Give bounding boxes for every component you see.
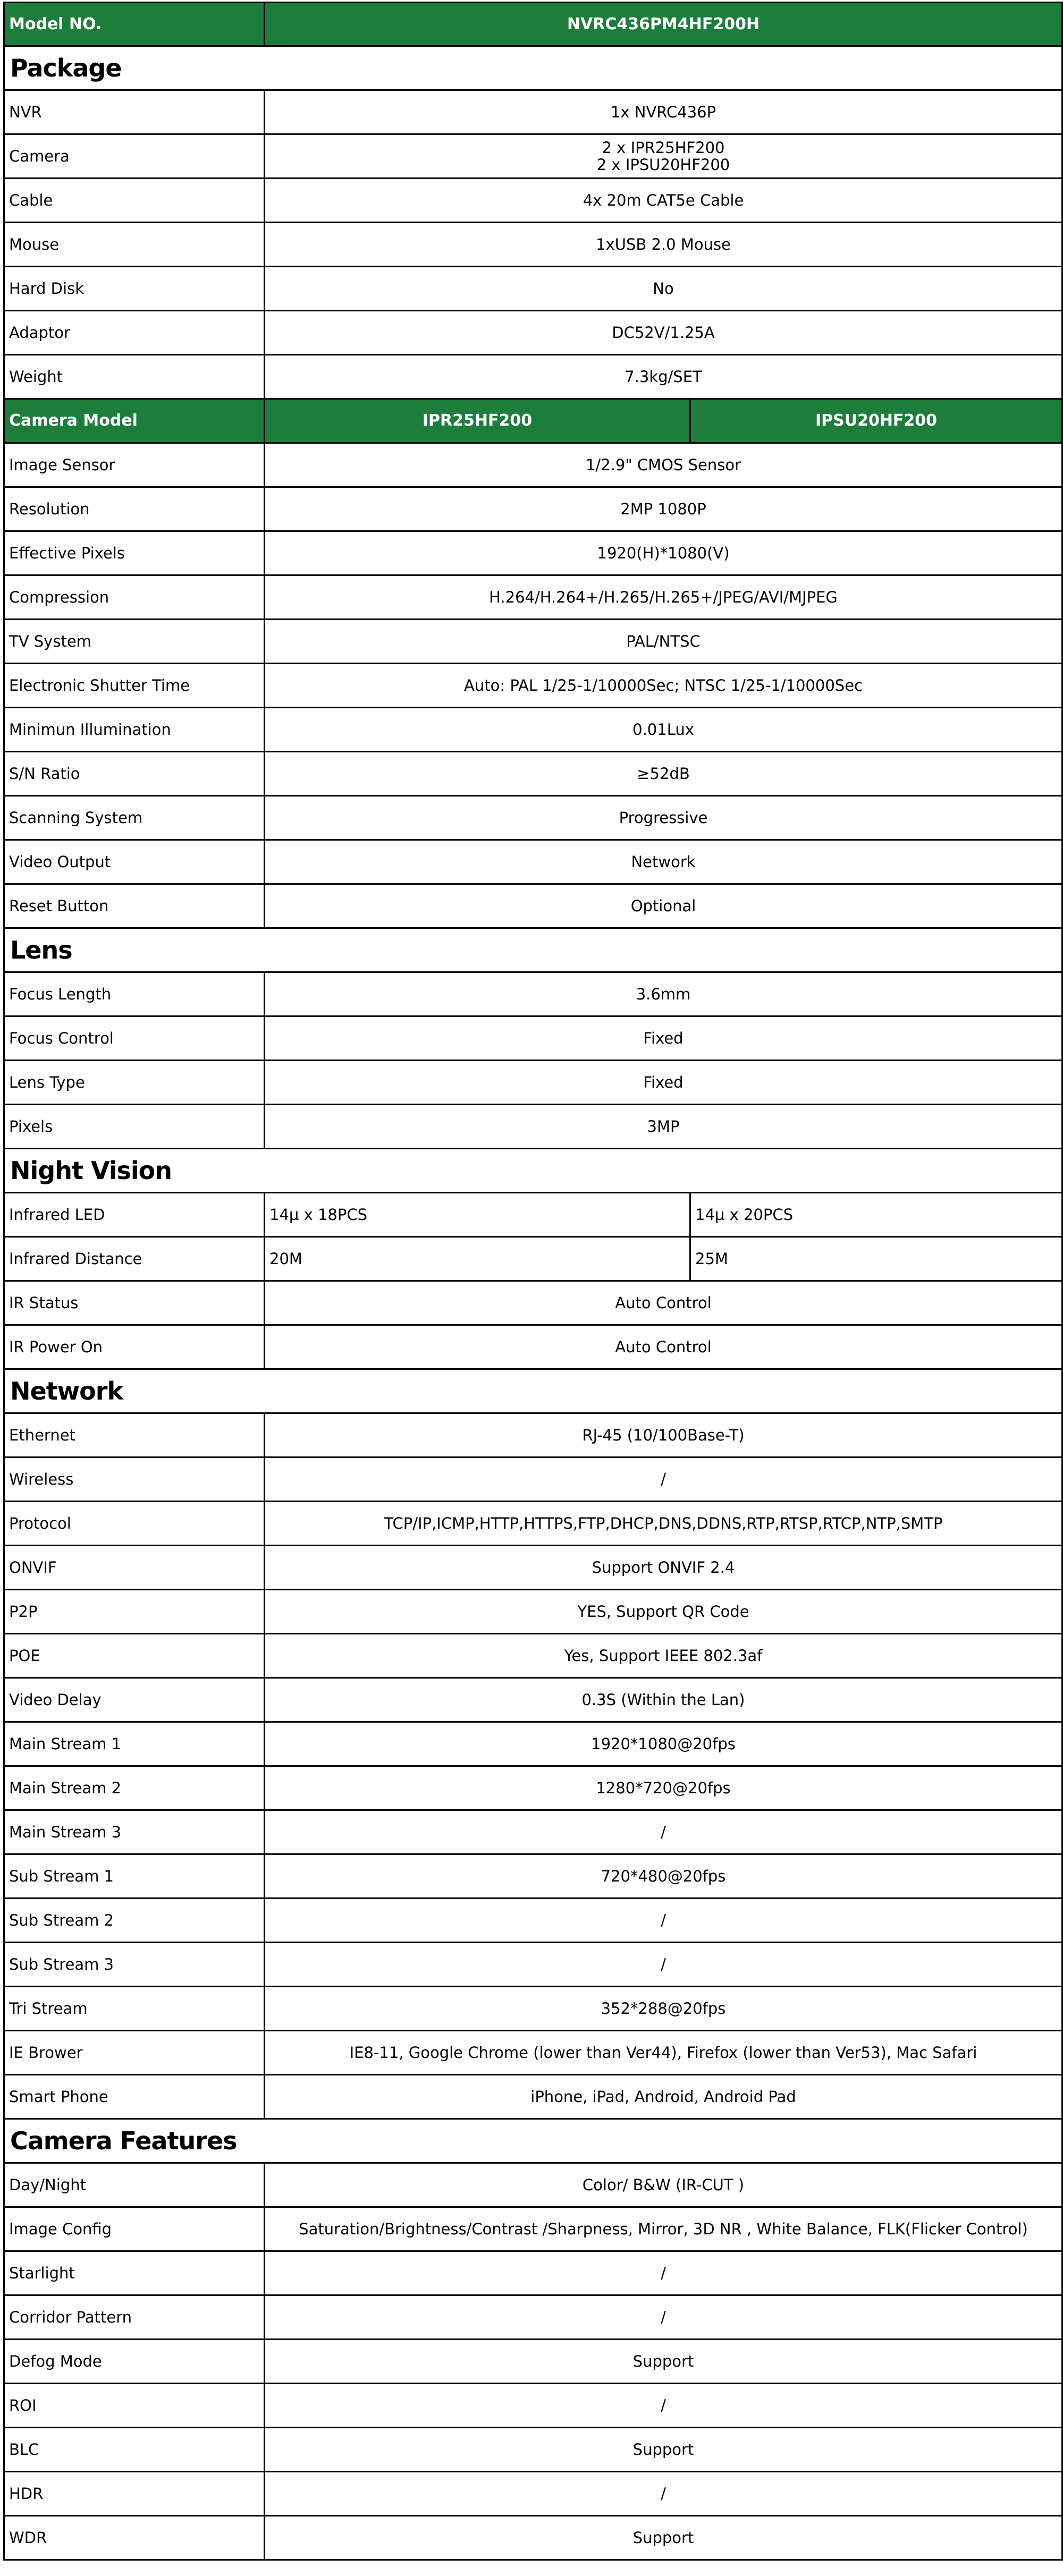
spec-value: Color/ B&W (IR-CUT ) (265, 2163, 1062, 2207)
spec-label: Sub Stream 3 (4, 1943, 265, 1987)
spec-label: Compression (4, 575, 265, 620)
camera-model-2: IPSU20HF200 (690, 399, 1062, 443)
spec-label: Tri Stream (4, 1987, 265, 2031)
spec-label: Video Delay (4, 1678, 265, 1722)
camera-spec-rows (4, 443, 1062, 928)
spec-row-cable (4, 179, 1062, 223)
spec-value: 0.3S (Within the Lan) (265, 1678, 1062, 1722)
spec-row-protocol (4, 1502, 1062, 1546)
spec-value: Fixed (265, 1061, 1062, 1105)
spec-label: HDR (4, 2472, 265, 2516)
spec-value (265, 134, 1062, 179)
spec-label: S/N Ratio (4, 752, 265, 796)
spec-value: 2MP 1080P (265, 487, 1062, 531)
section-night-vision (4, 1149, 1062, 1193)
section-title-network: Network (4, 1369, 1062, 1413)
spec-value: 1x NVRC436P (265, 90, 1062, 134)
spec-value: / (265, 2295, 1062, 2340)
spec-label: ONVIF (4, 1546, 265, 1590)
spec-label: Scanning System (4, 796, 265, 840)
spec-value: Support (265, 2428, 1062, 2472)
spec-label: Minimun Illumination (4, 708, 265, 752)
spec-value: 1xUSB 2.0 Mouse (265, 223, 1062, 267)
spec-label: Effective Pixels (4, 531, 265, 575)
spec-label: Sub Stream 2 (4, 1899, 265, 1943)
spec-table-main (3, 2, 1063, 1017)
spec-value: 3MP (265, 1105, 1062, 1149)
spec-value: Saturation/Brightness/Contrast /Sharpness, Mirror, 3D NR , White Balance, FLK(Flicker Control) (265, 2207, 1062, 2251)
spec-row-sub-stream-3 (4, 1943, 1062, 1987)
spec-row-starlight (4, 2251, 1062, 2295)
spec-value: Auto Control (265, 1325, 1062, 1369)
spec-label: Mouse (4, 223, 265, 267)
spec-row-electronic-shutter-time (4, 664, 1062, 708)
spec-label: Hard Disk (4, 267, 265, 311)
camera-model-1: IPR25HF200 (265, 399, 690, 443)
spec-row-ie-brower (4, 2031, 1062, 2075)
spec-row-nvr (4, 90, 1062, 134)
spec-row-wdr (4, 2516, 1062, 2560)
spec-value: Optional (265, 884, 1062, 928)
spec-row-pixels (4, 1105, 1062, 1149)
spec-label: Smart Phone (4, 2075, 265, 2119)
spec-row-main-stream-2 (4, 1766, 1062, 1810)
spec-row-focus-length (4, 972, 1062, 1016)
spec-row-compression (4, 575, 1062, 620)
spec-row-scanning-system (4, 796, 1062, 840)
spec-row-hdr (4, 2472, 1062, 2516)
spec-row-roi (4, 2384, 1062, 2428)
spec-row-image-sensor (4, 443, 1062, 487)
spec-value: Fixed (265, 1016, 1062, 1061)
spec-value-model-1: 20M (265, 1237, 690, 1281)
section-lens (4, 928, 1062, 972)
spec-label: Ethernet (4, 1413, 265, 1458)
spec-label: IR Status (4, 1281, 265, 1325)
spec-row-resolution (4, 487, 1062, 531)
spec-row-p2p (4, 1590, 1062, 1634)
section-package (4, 46, 1062, 90)
spec-row-focus-control (4, 1016, 1062, 1061)
spec-label: Image Config (4, 2207, 265, 2251)
spec-value: / (265, 2251, 1062, 2295)
spec-value: 352*288@20fps (265, 1987, 1062, 2031)
lens-rows-continued (4, 1016, 1062, 1149)
model-number-label: Model NO. (4, 3, 265, 46)
spec-label: Resolution (4, 487, 265, 531)
spec-value: / (265, 1899, 1062, 1943)
spec-value: 1/2.9" CMOS Sensor (265, 443, 1062, 487)
spec-label: Main Stream 3 (4, 1810, 265, 1854)
spec-row-ethernet (4, 1413, 1062, 1458)
spec-value: / (265, 2384, 1062, 2428)
spec-value: 1280*720@20fps (265, 1766, 1062, 1810)
spec-label: Reset Button (4, 884, 265, 928)
spec-value: / (265, 1810, 1062, 1854)
spec-label: NVR (4, 90, 265, 134)
spec-row-ir-status (4, 1281, 1062, 1325)
spec-label: Wireless (4, 1458, 265, 1502)
section-network (4, 1369, 1062, 1413)
spec-value: DC52V/1.25A (265, 311, 1062, 355)
spec-label: Video Output (4, 840, 265, 884)
spec-row-adaptor (4, 311, 1062, 355)
spec-label: Weight (4, 355, 265, 399)
spec-label: BLC (4, 2428, 265, 2472)
spec-label: Starlight (4, 2251, 265, 2295)
spec-value: IE8-11, Google Chrome (lower than Ver44), Firefox (lower than Ver53), Mac Safari (265, 2031, 1062, 2075)
section-title-package: Package (4, 46, 1062, 90)
section-title-night-vision: Night Vision (4, 1149, 1062, 1193)
camera-model-label: Camera Model (4, 399, 265, 443)
spec-table-continued (3, 1015, 1063, 2561)
spec-row-smart-phone (4, 2075, 1062, 2119)
spec-value: H.264/H.264+/H.265/H.265+/JPEG/AVI/MJPEG (265, 575, 1062, 620)
spec-value: Auto: PAL 1/25-1/10000Sec; NTSC 1/25-1/10000Sec (265, 664, 1062, 708)
spec-value: 3.6mm (265, 972, 1062, 1016)
spec-row-sub-stream-2 (4, 1899, 1062, 1943)
spec-row-camera (4, 134, 1062, 179)
package-rows (4, 90, 1062, 399)
spec-row-mouse (4, 223, 1062, 267)
spec-row-weight (4, 355, 1062, 399)
spec-row-video-delay (4, 1678, 1062, 1722)
spec-value: Support ONVIF 2.4 (265, 1546, 1062, 1590)
spec-label: Adaptor (4, 311, 265, 355)
spec-row-sub-stream-1 (4, 1854, 1062, 1899)
spec-row-infrared-distance (4, 1237, 1062, 1281)
spec-label: Defog Mode (4, 2340, 265, 2384)
spec-row-defog-mode (4, 2340, 1062, 2384)
spec-row-reset-button (4, 884, 1062, 928)
camera-feature-rows (4, 2163, 1062, 2560)
spec-row-s-n-ratio (4, 752, 1062, 796)
section-title-camera-features: Camera Features (4, 2119, 1062, 2163)
spec-value: 1920(H)*1080(V) (265, 531, 1062, 575)
night-vision-rows (4, 1281, 1062, 1369)
spec-label: Lens Type (4, 1061, 265, 1105)
spec-label: Electronic Shutter Time (4, 664, 265, 708)
spec-value: No (265, 267, 1062, 311)
spec-row-video-output (4, 840, 1062, 884)
spec-value: TCP/IP,ICMP,HTTP,HTTPS,FTP,DHCP,DNS,DDNS,RTP,RTSP,RTCP,NTP,SMTP (265, 1502, 1062, 1546)
night-vision-split-rows (4, 1193, 1062, 1281)
network-rows (4, 1413, 1062, 2119)
spec-label: Main Stream 2 (4, 1766, 265, 1810)
spec-value: Progressive (265, 796, 1062, 840)
spec-row-minimun-illumination (4, 708, 1062, 752)
section-title-lens: Lens (4, 928, 1062, 972)
spec-value: YES, Support QR Code (265, 1590, 1062, 1634)
spec-label: ROI (4, 2384, 265, 2428)
spec-row-image-config (4, 2207, 1062, 2251)
spec-row-corridor-pattern (4, 2295, 1062, 2340)
spec-label: Day/Night (4, 2163, 265, 2207)
lens-rows (4, 972, 1062, 1016)
spec-label: IE Brower (4, 2031, 265, 2075)
spec-label: Corridor Pattern (4, 2295, 265, 2340)
spec-value: RJ-45 (10/100Base-T) (265, 1413, 1062, 1458)
spec-label: Camera (4, 134, 265, 179)
spec-row-infrared-led (4, 1193, 1062, 1237)
spec-row-lens-type (4, 1061, 1062, 1105)
spec-row-onvif (4, 1546, 1062, 1590)
spec-label: Pixels (4, 1105, 265, 1149)
spec-value: iPhone, iPad, Android, Android Pad (265, 2075, 1062, 2119)
spec-value: Yes, Support IEEE 802.3af (265, 1634, 1062, 1678)
spec-value-line: 2 x IPR25HF200 (602, 139, 725, 157)
spec-label: Focus Length (4, 972, 265, 1016)
spec-label: IR Power On (4, 1325, 265, 1369)
spec-label: Infrared Distance (4, 1237, 265, 1281)
spec-row-ir-power-on (4, 1325, 1062, 1369)
spec-row-wireless (4, 1458, 1062, 1502)
spec-label: Sub Stream 1 (4, 1854, 265, 1899)
spec-row-hard-disk (4, 267, 1062, 311)
spec-value-line: 2 x IPSU20HF200 (596, 156, 730, 174)
spec-row-main-stream-3 (4, 1810, 1062, 1854)
spec-value: 720*480@20fps (265, 1854, 1062, 1899)
spec-row-blc (4, 2428, 1062, 2472)
spec-value: 7.3kg/SET (265, 355, 1062, 399)
spec-value: Network (265, 840, 1062, 884)
spec-label: Protocol (4, 1502, 265, 1546)
spec-row-tri-stream (4, 1987, 1062, 2031)
section-camera-features (4, 2119, 1062, 2163)
spec-row-tv-system (4, 620, 1062, 664)
spec-value: / (265, 2472, 1062, 2516)
model-number-row (4, 3, 1062, 46)
spec-value: PAL/NTSC (265, 620, 1062, 664)
spec-value-model-2: 25M (690, 1237, 1062, 1281)
camera-model-row (4, 399, 1062, 443)
spec-label: TV System (4, 620, 265, 664)
spec-label: Image Sensor (4, 443, 265, 487)
spec-label: Focus Control (4, 1016, 265, 1061)
spec-value-model-2: 14µ x 20PCS (690, 1193, 1062, 1237)
spec-value: Auto Control (265, 1281, 1062, 1325)
spec-row-main-stream-1 (4, 1722, 1062, 1766)
spec-value: / (265, 1458, 1062, 1502)
spec-value-model-1: 14µ x 18PCS (265, 1193, 690, 1237)
spec-label: POE (4, 1634, 265, 1678)
spec-value: Support (265, 2516, 1062, 2560)
spec-row-effective-pixels (4, 531, 1062, 575)
spec-label: Main Stream 1 (4, 1722, 265, 1766)
spec-value: 4x 20m CAT5e Cable (265, 179, 1062, 223)
spec-label: WDR (4, 2516, 265, 2560)
spec-value: ≥52dB (265, 752, 1062, 796)
spec-label: Cable (4, 179, 265, 223)
spec-value: 1920*1080@20fps (265, 1722, 1062, 1766)
spec-row-day-night (4, 2163, 1062, 2207)
spec-label: P2P (4, 1590, 265, 1634)
spec-row-poe (4, 1634, 1062, 1678)
spec-label: Infrared LED (4, 1193, 265, 1237)
spec-value: 0.01Lux (265, 708, 1062, 752)
spec-value: / (265, 1943, 1062, 1987)
model-number-value: NVRC436PM4HF200H (265, 3, 1062, 46)
spec-value: Support (265, 2340, 1062, 2384)
